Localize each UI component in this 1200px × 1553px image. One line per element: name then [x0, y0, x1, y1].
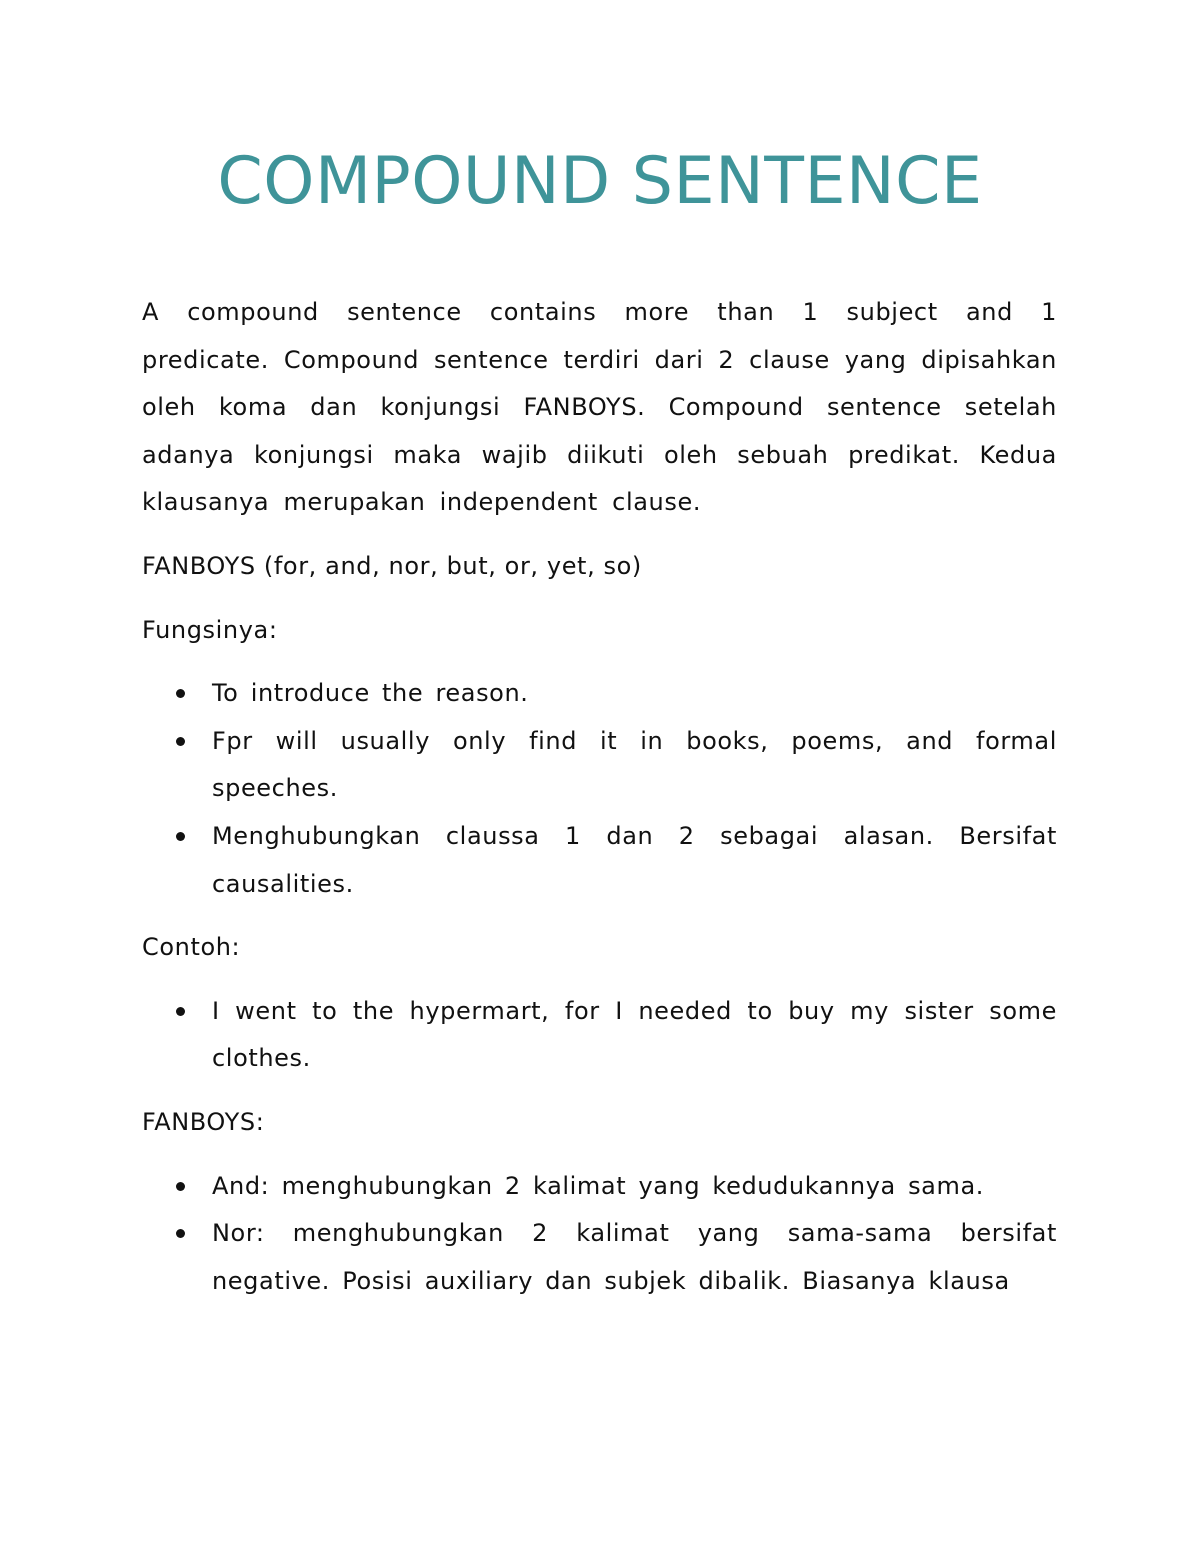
function-heading: Fungsinya: [142, 615, 278, 644]
fanboys-list-line: FANBOYS (for, and, nor, but, or, yet, so) [142, 551, 642, 580]
list-item-text: To introduce the reason. [212, 679, 529, 708]
bullet-icon [176, 1229, 185, 1238]
list-item [142, 670, 1057, 718]
list-item-text: And: menghubungkan 2 kalimat yang kedudukannya sama. [212, 1171, 985, 1200]
list-item-text: Menghubungkan claussa 1 dan 2 sebagai alasan. Bersifat causalities. [212, 821, 1057, 898]
list-item [142, 718, 1057, 813]
example-heading: Contoh: [142, 933, 241, 962]
fanboys-definition-list [142, 1163, 1057, 1306]
intro-paragraph: A compound sentence contains more than 1 subject and 1 predicate. Compound sentence terdiri dari 2 clause yang dipisahkan oleh koma dan konjungsi FANBOYS. Compound sentence setelah adanya konjungsi maka wajib diikuti oleh sebuah predikat. Kedua klausanya merupakan independent clause. [142, 298, 1057, 517]
bullet-icon [176, 737, 185, 746]
list-item [142, 988, 1057, 1083]
document-body [142, 289, 1057, 1305]
list-item [142, 1210, 1057, 1305]
list-item-text: I went to the hypermart, for I needed to buy my sister some clothes. [212, 996, 1057, 1073]
bullet-icon [176, 832, 185, 841]
function-list [142, 670, 1057, 908]
bullet-icon [176, 689, 185, 698]
example-list [142, 988, 1057, 1083]
list-item [142, 1163, 1057, 1211]
list-item-text: Nor: menghubungkan 2 kalimat yang sama-sama bersifat negative. Posisi auxiliary dan subjek dibalik. Biasanya klausa [212, 1219, 1057, 1295]
list-item [142, 813, 1057, 908]
fanboys-heading: FANBOYS: [142, 1107, 265, 1136]
document-title: COMPOUND SENTENCE [217, 144, 983, 219]
bullet-icon [176, 1182, 185, 1191]
bullet-icon [176, 1007, 185, 1016]
list-item-text: Fpr will usually only find it in books, poems, and formal speeches. [212, 726, 1057, 803]
